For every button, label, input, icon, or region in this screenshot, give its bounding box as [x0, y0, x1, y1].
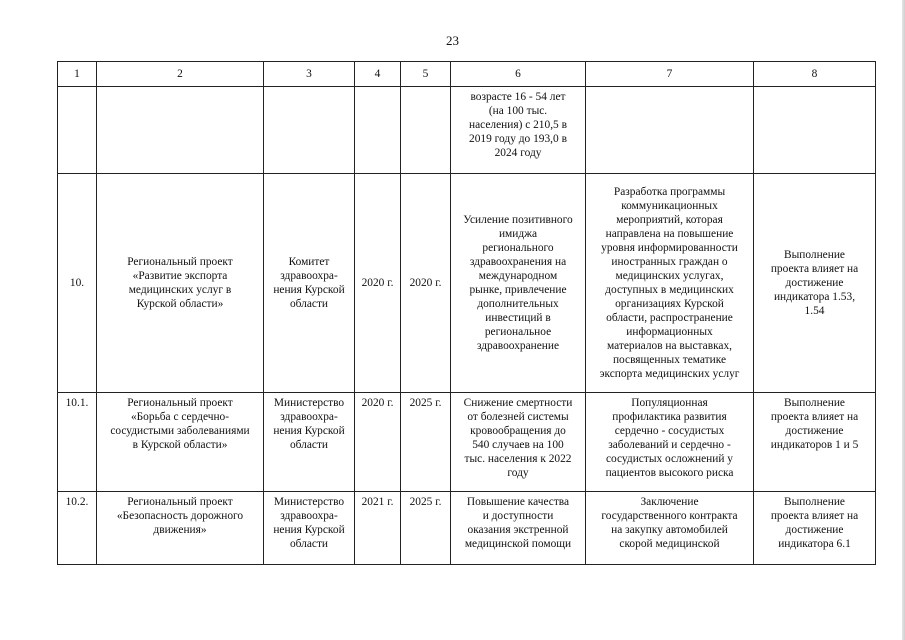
row-number-cell: 10.: [58, 174, 97, 393]
executor-cell: Комитет здравоохра- нения Курской области: [264, 174, 355, 393]
indicator-cell: [754, 87, 876, 174]
column-header: 6: [451, 62, 586, 87]
page-number: 23: [446, 33, 459, 48]
executor-cell: [264, 87, 355, 174]
indicator-cell: Выполнение проекта влияет на достижение индикатора 6.1: [754, 492, 876, 565]
measures-cell: Заключение государственного контракта на закупку автомобилей скорой медицинской: [586, 492, 754, 565]
column-header: 5: [401, 62, 451, 87]
project-name-cell: Региональный проект «Развитие экспорта медицинских услуг в Курской области»: [97, 174, 264, 393]
column-header: 2: [97, 62, 264, 87]
start-year-cell: 2021 г.: [355, 492, 401, 565]
table-row: [58, 87, 876, 174]
executor-cell: Министерство здравоохра- нения Курской области: [264, 492, 355, 565]
end-year-cell: [401, 87, 451, 174]
start-year-cell: [355, 87, 401, 174]
end-year-cell: 2025 г.: [401, 393, 451, 492]
table-row: [58, 174, 876, 393]
measures-table: [57, 61, 876, 565]
expected-result-cell: Снижение смертности от болезней системы кровообращения до 540 случаев на 100 тыс. населения к 2022 году: [451, 393, 586, 492]
project-name-cell: Региональный проект «Борьба с сердечно- сосудистыми заболеваниями в Курской области»: [97, 393, 264, 492]
end-year-cell: 2025 г.: [401, 492, 451, 565]
row-number-cell: 10.1.: [58, 393, 97, 492]
project-name-cell: [97, 87, 264, 174]
expected-result-cell: Усиление позитивного имиджа регионального здравоохранения на международном рынке, привлечение дополнительных инвестиций в региональное здравоохранение: [451, 174, 586, 393]
indicator-cell: Выполнение проекта влияет на достижение индикатора 1.53, 1.54: [754, 174, 876, 393]
project-name-cell: Региональный проект «Безопасность дорожного движения»: [97, 492, 264, 565]
measures-cell: [586, 87, 754, 174]
column-header: 7: [586, 62, 754, 87]
table-row: [58, 492, 876, 565]
indicator-cell: Выполнение проекта влияет на достижение индикаторов 1 и 5: [754, 393, 876, 492]
start-year-cell: 2020 г.: [355, 393, 401, 492]
measures-cell: Разработка программы коммуникационных мероприятий, которая направлена на повышение уровня информированности иностранных граждан о медицинских услугах, доступных в медицинских организациях Курской области, распространение информационных материалов на выставках, посвященных тематике экспорта медицинских услуг: [586, 174, 754, 393]
column-header: 3: [264, 62, 355, 87]
expected-result-cell: возрасте 16 - 54 лет (на 100 тыс. населения) с 210,5 в 2019 году до 193,0 в 2024 году: [451, 87, 586, 174]
row-number-cell: 10.2.: [58, 492, 97, 565]
expected-result-cell: Повышение качества и доступности оказания экстренной медицинской помощи: [451, 492, 586, 565]
table-row: [58, 393, 876, 492]
measures-cell: Популяционная профилактика развития сердечно - сосудистых заболеваний и сердечно - сосудистых осложнений у пациентов высокого риска: [586, 393, 754, 492]
column-header: 4: [355, 62, 401, 87]
end-year-cell: 2020 г.: [401, 174, 451, 393]
executor-cell: Министерство здравоохра- нения Курской области: [264, 393, 355, 492]
column-header: 8: [754, 62, 876, 87]
row-number-cell: [58, 87, 97, 174]
header-row: [58, 62, 876, 87]
column-header: 1: [58, 62, 97, 87]
start-year-cell: 2020 г.: [355, 174, 401, 393]
